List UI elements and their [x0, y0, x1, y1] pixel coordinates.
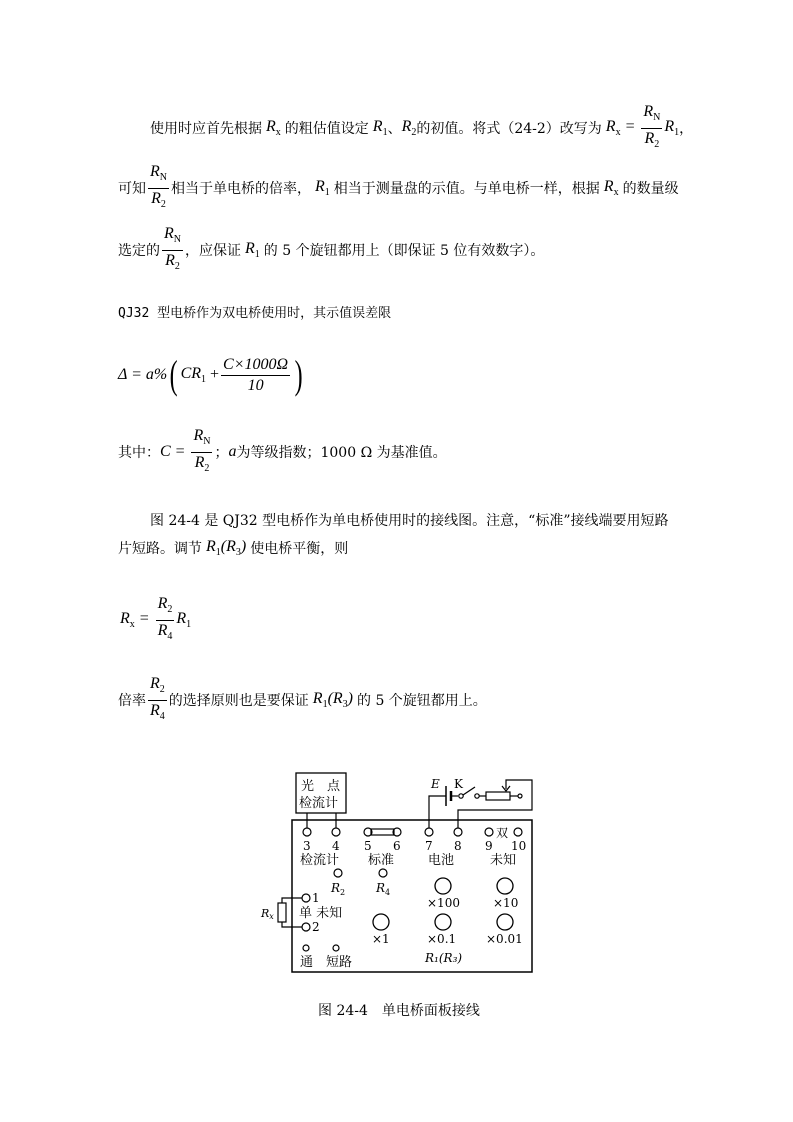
svg-text:3: 3 — [303, 839, 311, 853]
galv-label-1: 光 点 — [301, 779, 341, 794]
svg-text:4: 4 — [332, 839, 340, 853]
terminal-through[interactable] — [303, 945, 309, 951]
figure-caption: 图 24-4 单电桥面板接线 — [318, 1003, 480, 1019]
para-7: 倍率 $\frac{R_2}{R_4}$ 的选择原则也是要保证 $R_1(R_3)$ 的 5 个旋钮都用上。 — [118, 674, 487, 722]
switch-label: K — [454, 777, 463, 791]
svg-text:单 未知: 单 未知 — [299, 906, 343, 921]
svg-text:8: 8 — [454, 839, 462, 853]
svg-text:7: 7 — [425, 839, 433, 853]
svg-text:5: 5 — [364, 839, 372, 853]
label-r1r3: R₁(R₃) — [425, 951, 463, 965]
terminal-1[interactable] — [302, 894, 310, 902]
terminal-r4[interactable] — [379, 869, 387, 877]
para-6-line1: 图 24-4 是 QJ32 型电桥作为单电桥使用时的接线图。注意，“标准”接线端要用短路 — [150, 513, 669, 529]
svg-text:短路: 短路 — [326, 955, 353, 970]
terminal-2[interactable] — [302, 923, 310, 931]
group-galvanometer: 检流计 — [300, 853, 340, 868]
svg-text:×0.1: ×0.1 — [427, 932, 457, 946]
svg-text:×0.01: ×0.01 — [486, 932, 523, 946]
frac-rn-r2: $\frac{R_N}{R_2}$ — [643, 102, 661, 150]
formula-rx: $R_x$ = $\frac{R_2}{R_4}$ $R_1$ — [120, 594, 192, 642]
terminal-7[interactable] — [425, 828, 433, 836]
formula-delta: Δ = a% ( $CR_1$ + $\frac{C\times 1000\Omega}{10}$ ) — [118, 352, 303, 397]
knob-x0.1[interactable] — [435, 914, 451, 930]
para-4: QJ32 型电桥作为双电桥使用时，其示值误差限 — [118, 306, 392, 321]
para-3: 选定的 $\frac{R_N}{R_2}$ ，应保证 $R_1$ 的 5 个旋钮都用上（即保证 5 位有效数字）。 — [118, 224, 545, 272]
label-r4: $R_4$ — [376, 881, 391, 897]
group-battery: 电池 — [428, 853, 455, 868]
knob-x1[interactable] — [373, 914, 389, 930]
galv-label-2: 检流计 — [299, 796, 339, 811]
sym-rx: $R_x$ — [266, 118, 281, 138]
svg-text:6: 6 — [393, 839, 401, 853]
para-6-line2: 片短路。调节 $R_1(R_3)$ 使电桥平衡，则 — [118, 538, 349, 558]
shorting-strip — [371, 829, 394, 835]
para-5: 其中： C = $\frac{R_N}{R_2}$ ； a 为等级指数；1000 Ω 为基准值。 — [118, 426, 447, 474]
label-double: 双 — [496, 826, 509, 840]
terminal-4[interactable] — [332, 828, 340, 836]
svg-text:10: 10 — [511, 839, 527, 853]
svg-text:9: 9 — [485, 839, 493, 853]
group-unknown: 未知 — [490, 853, 517, 868]
terminal-r2[interactable] — [334, 869, 342, 877]
label-rx: Rx — [261, 907, 274, 921]
bridge-panel-figure — [250, 770, 540, 980]
svg-text:×1: ×1 — [372, 932, 390, 946]
battery-label: E — [431, 777, 440, 791]
group-standard: 标准 — [368, 853, 395, 868]
label-r2: $R_2$ — [331, 881, 346, 897]
svg-text:2: 2 — [312, 920, 320, 934]
terminal-short[interactable] — [333, 945, 339, 951]
knob-x10[interactable] — [497, 878, 513, 894]
knob-x0.01[interactable] — [497, 914, 513, 930]
terminal-9[interactable] — [485, 828, 493, 836]
terminal-8[interactable] — [454, 828, 462, 836]
para-2: 可知 $\frac{R_N}{R_2}$ 相当于单电桥的倍率， $R_1$ 相当于测量盘的示值。与单电桥一样，根据 $R_x$ 的数量级 — [118, 162, 679, 210]
knob-x100[interactable] — [435, 878, 451, 894]
terminal-3[interactable] — [303, 828, 311, 836]
battery-circuit — [429, 780, 532, 828]
svg-text:×10: ×10 — [493, 896, 519, 910]
para-1: 使用时应首先根据 $R_x$ 的粗估值设定 $R_1$ 、 $R_2$ 的初值。将式（24-2）改写为 $R_x$ = $\frac{R_N}{R_2}$ $R_1$ ， — [150, 108, 693, 148]
svg-text:×100: ×100 — [427, 896, 460, 910]
terminal-10[interactable] — [514, 828, 522, 836]
svg-text:1: 1 — [312, 891, 320, 905]
svg-text:通: 通 — [300, 955, 314, 970]
